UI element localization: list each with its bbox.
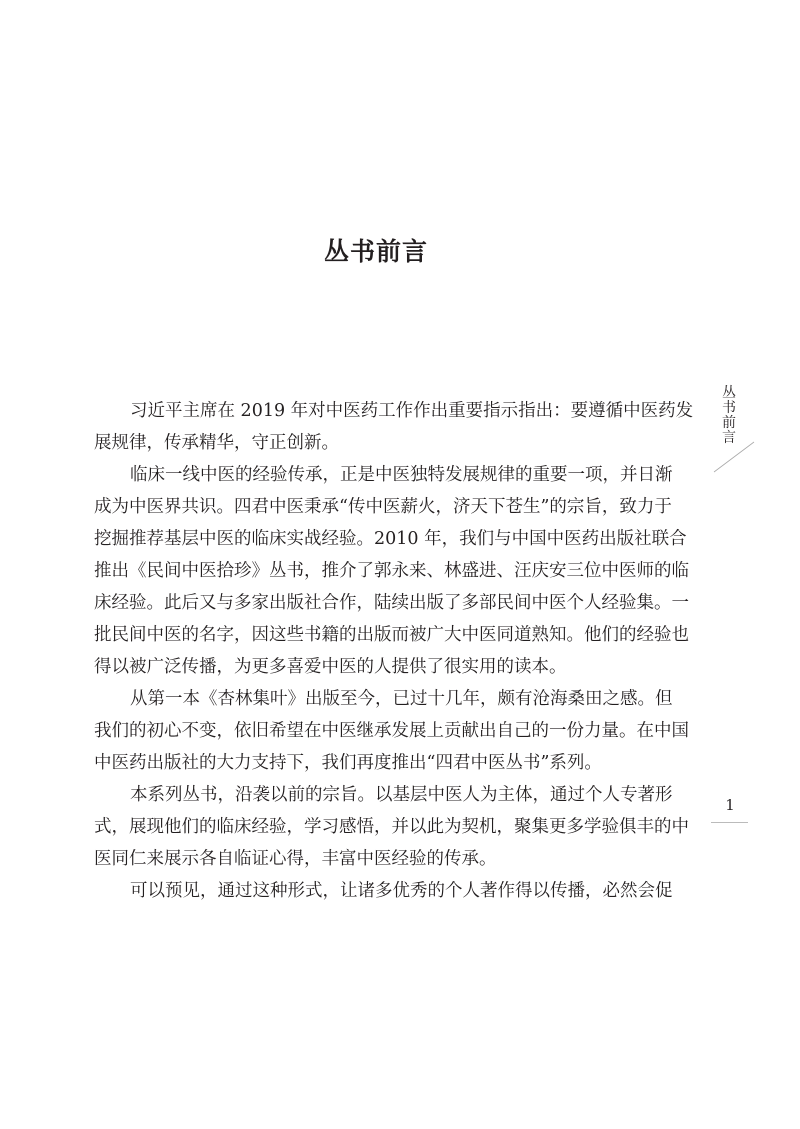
paragraph-line: 医同仁来展示各自临证心得，丰富中医经验的传承。 <box>94 849 497 869</box>
page-title: 丛书前言 <box>323 237 428 266</box>
paragraph-line: 展规律，传承精华，守正创新。 <box>94 433 339 453</box>
paragraph-line: 我们的初心不变，依旧希望在中医继承发展上贡献出自己的一份力量。在中国 <box>94 721 689 741</box>
paragraph-line: 中医药出版社的大力支持下，我们再度推出“四君中医丛书”系列。 <box>94 753 602 773</box>
paragraph-line: 批民间中医的名字，因这些书籍的出版而被广大中医同道熟知。他们的经验也 <box>94 625 689 645</box>
paragraph-line: 临床一线中医的经验传承，正是中医独特发展规律的重要一项，并日渐 <box>130 465 673 485</box>
side-tab-divider <box>712 440 756 474</box>
paragraph-line: 式，展现他们的临床经验，学习感悟，并以此为契机，聚集更多学验俱丰的中 <box>94 817 689 837</box>
paragraph-line: 成为中医界共识。四君中医秉承“传中医薪火，济天下苍生”的宗旨，致力于 <box>94 497 672 517</box>
page-number-rule <box>711 822 748 823</box>
paragraph-line: 从第一本《杏林集叶》出版至今，已过十几年，颇有沧海桑田之感。但 <box>130 689 673 709</box>
paragraph-line: 本系列丛书，沿袭以前的宗旨。以基层中医人为主体，通过个人专著形 <box>130 785 673 805</box>
paragraph-line: 得以被广泛传播，为更多喜爱中医的人提供了很实用的读本。 <box>94 657 567 677</box>
paragraph-line: 推出《民间中医拾珍》丛书，推介了郭永来、林盛进、汪庆安三位中医师的临 <box>94 561 689 581</box>
body-text <box>94 395 694 907</box>
paragraph-line: 床经验。此后又与多家出版社合作，陆续出版了多部民间中医个人经验集。一 <box>94 593 689 613</box>
paragraph-line: 习近平主席在 2019 年对中医药工作作出重要指示指出：要遵循中医药发 <box>130 401 694 421</box>
page-number: 1 <box>725 796 735 814</box>
side-tab-label: 丛书前言 <box>722 385 736 446</box>
paragraph-line: 挖掘推荐基层中医的临床实战经验。2010 年，我们与中国中医药出版社联合 <box>94 529 687 549</box>
paragraph-line: 可以预见，通过这种形式，让诸多优秀的个人著作得以传播，必然会促 <box>130 881 673 901</box>
